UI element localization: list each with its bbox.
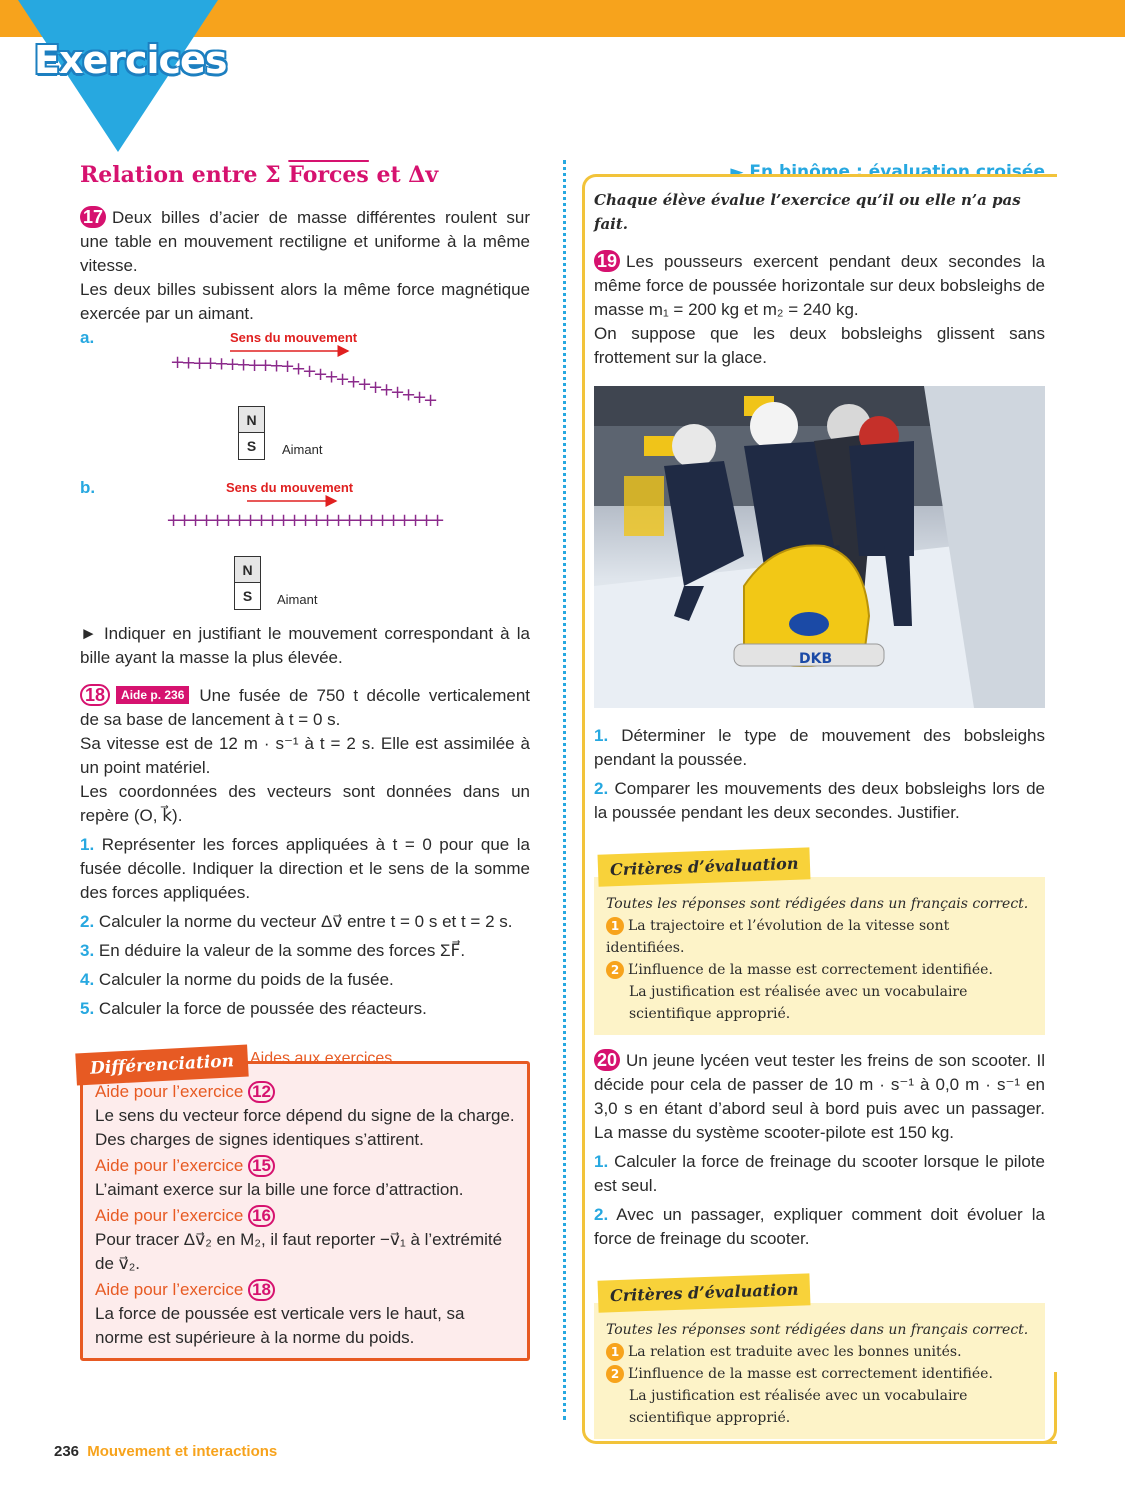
trajectory-mark: + <box>188 510 204 531</box>
trajectory-drawing <box>80 326 530 626</box>
page-footer <box>54 1440 277 1464</box>
criteria-item-cont: La justification est réalisée avec un vocabulaire scientifique approprié. <box>629 1388 968 1426</box>
aid-body: La force de poussée est verticale vers le haut, sa norme est supérieure à la norme du poids. <box>95 1304 465 1347</box>
binome-subtitle: Chaque élève évalue l’exercice qu’il ou elle n’a pas fait. <box>594 191 1021 233</box>
criteria-box-20 <box>594 1277 1045 1439</box>
trajectory-mark: + <box>364 510 380 531</box>
trajectory-mark: + <box>397 510 413 531</box>
page-number: 236 <box>54 1443 80 1460</box>
magnet-figure <box>80 326 530 626</box>
trajectory-mark: + <box>170 352 186 373</box>
question-item: 1. Représenter les forces appliquées à t = 0 pour que la fusée décolle. Indiquer la direction et le sens de la somme des forces appliquées. <box>80 835 530 902</box>
section-title: Relation entre Σ Forces et Δv <box>80 162 439 188</box>
trajectory-mark: + <box>269 355 285 377</box>
trajectory-mark: + <box>254 510 270 531</box>
aid-body: Pour tracer Δv⃗₂ en M₂, il faut reporter −v⃗₁ à l’extrémité de v⃗₂. <box>95 1230 503 1273</box>
sled-logo-text: DKB <box>799 651 833 667</box>
trajectory-mark: + <box>331 510 347 531</box>
binome-frame-corner <box>1043 1372 1057 1444</box>
question-item: 3. En déduire la valeur de la somme des forces ΣF⃗. <box>80 941 466 960</box>
exercise-18-line: Les coordonnées des vecteurs sont données dans un repère (O, k⃗). <box>80 782 530 825</box>
left-column <box>80 160 530 1361</box>
figure-b-direction-label: Sens du mouvement <box>226 480 354 495</box>
question-item: 5. Calculer la force de poussée des réacteurs. <box>80 999 427 1018</box>
trajectory-mark: + <box>199 510 215 531</box>
magnet-a: N S <box>238 406 265 460</box>
question-item: 2. Comparer les mouvements des deux bobsleighs lors de la poussée pendant les deux secondes. Justifier. <box>594 779 1045 822</box>
trajectory-mark: + <box>353 510 369 531</box>
bobsleigh-illustration <box>594 386 1045 708</box>
exercise-number: 17 <box>80 206 106 228</box>
trajectory-mark: + <box>419 510 435 531</box>
trajectory-mark: + <box>430 510 446 531</box>
exercise-20: 20 Un jeune lycéen veut tester les freins de son scooter. Il décide pour cela de passer de 10 m · s⁻¹ à 0,0 m · s⁻¹ en 3,0 s en étant d’abord seul à bord puis avec un passager. La masse du système scooter-pilote est 150 kg. <box>594 1050 1045 1142</box>
trajectory-mark: + <box>375 510 391 531</box>
trajectory-mark: + <box>247 354 263 376</box>
trajectory-mark: + <box>214 353 230 375</box>
question-item: 4. Calculer la norme du poids de la fusée. <box>80 970 394 989</box>
column-divider <box>563 160 566 1420</box>
binome-heading: ► En binôme : évaluation croisée <box>730 162 1045 182</box>
differentiation-subtitle: Aides aux exercices <box>250 1050 393 1067</box>
aid-body: L’aimant exerce sur la bille une force d’attraction. <box>95 1180 464 1199</box>
aid-body: Le sens du vecteur force dépend du signe de la charge. Des charges de signes identiques s’attirent. <box>95 1106 515 1149</box>
trajectory-mark: + <box>320 510 336 531</box>
criteria-item: 1 La relation est traduite avec les bonnes unités. <box>606 1341 1029 1363</box>
figure-b-label: b. <box>80 478 96 497</box>
question-item: 1. Calculer la force de freinage du scooter lorsque le pilote est seul. <box>594 1152 1045 1195</box>
differentiation-tag: Différenciation <box>75 1045 248 1086</box>
trajectory-mark: + <box>386 510 402 531</box>
question-item: 1. Déterminer le type de mouvement des bobsleighs pendant la poussée. <box>594 726 1045 769</box>
question-item: 2. Calculer la norme du vecteur Δv⃗ entre t = 0 s et t = 2 s. <box>80 912 513 931</box>
trajectory-mark: + <box>221 510 237 531</box>
trajectory-mark: + <box>313 363 329 385</box>
trajectory-mark: + <box>177 510 193 531</box>
exercise-18: 18 Aide p. 236 Une fusée de 750 t décolle verticalement de sa base de lancement à t = 0 s. <box>80 685 530 729</box>
trajectory-mark: + <box>412 387 428 409</box>
exercise-number: 19 <box>594 250 620 272</box>
trajectory-mark: + <box>291 358 307 380</box>
trajectory-mark: + <box>368 376 384 398</box>
exercise-number: 20 <box>594 1049 620 1071</box>
aide-badge[interactable]: Aide p. 236 <box>116 686 189 704</box>
exercise-number: 18 <box>80 684 110 706</box>
trajectory-mark: + <box>276 510 292 531</box>
aid-heading[interactable]: Aide pour l’exercice 16 <box>95 1204 515 1228</box>
trajectory-mark: + <box>243 510 259 531</box>
trajectory-mark: + <box>210 510 226 531</box>
trajectory-mark: + <box>357 374 373 396</box>
criteria-item: 2 L’influence de la masse est correctement identifiée. <box>606 959 1029 981</box>
trajectory-mark: + <box>401 384 417 406</box>
trajectory-mark: + <box>379 379 395 401</box>
trajectory-mark: + <box>390 382 406 403</box>
exercise-17-instruction: ► Indiquer en justifiant le mouvement correspondant à la bille ayant la masse la plus élevée. <box>80 624 530 667</box>
figure-a-label: a. <box>80 328 95 347</box>
trajectory-mark: + <box>192 352 208 374</box>
criteria-item: 1 La trajectoire et l’évolution de la vitesse sont identifiées. <box>606 918 950 956</box>
trajectory-mark: + <box>335 369 351 390</box>
trajectory-mark: + <box>265 510 281 531</box>
exercise-19: 19 Les pousseurs exercent pendant deux secondes la même force de poussée horizontale sur deux bobsleighs de masse m₁ = 200 kg et m₂ = 240 kg. <box>594 251 1045 319</box>
magnet-b: N S <box>234 556 261 610</box>
trajectory-mark: + <box>280 356 296 377</box>
trajectory-mark: + <box>203 353 219 375</box>
trajectory-mark: + <box>236 354 252 376</box>
criteria-tag: Critères d’évaluation <box>598 847 811 886</box>
page-title: Exercices <box>34 38 227 82</box>
bobsleigh-photo <box>594 386 1045 708</box>
trajectory-mark: + <box>342 510 358 531</box>
trajectory-mark: + <box>298 510 314 531</box>
trajectory-mark: + <box>309 510 325 531</box>
exercise-17-text2: Les deux billes subissent alors la même force magnétique exercée par un aimant. <box>80 280 530 323</box>
criteria-item-cont: La justification est réalisée avec un vocabulaire scientifique approprié. <box>629 984 968 1022</box>
exercise-18-line: Sa vitesse est de 12 m · s⁻¹ à t = 2 s. Elle est assimilée à un point matériel. <box>80 734 530 777</box>
trajectory-mark: + <box>346 371 362 393</box>
trajectory-mark: + <box>408 510 424 531</box>
trajectory-mark: + <box>225 354 241 375</box>
aid-heading[interactable]: Aide pour l’exercice 18 <box>95 1278 515 1302</box>
criteria-intro: Toutes les réponses sont rédigées dans un français correct. <box>606 896 1029 912</box>
trajectory-mark: + <box>258 355 274 377</box>
trajectory-mark: + <box>181 352 197 374</box>
criteria-item: 2 L’influence de la masse est correctement identifiée. <box>606 1363 1029 1385</box>
figure-a-direction-label: Sens du mouvement <box>230 330 358 345</box>
trajectory-mark: + <box>232 510 248 531</box>
criteria-tag: Critères d’évaluation <box>598 1273 811 1312</box>
trajectory-mark: + <box>302 361 318 383</box>
aid-heading[interactable]: Aide pour l’exercice 12 <box>95 1080 515 1104</box>
exercise-17: 17 Deux billes d’acier de masse différentes roulent sur une table en mouvement rectiligne et uniforme à la même vitesse. <box>80 207 530 275</box>
criteria-intro: Toutes les réponses sont rédigées dans un français correct. <box>606 1322 1029 1338</box>
trajectory-mark: + <box>423 389 439 411</box>
question-item: 2. Avec un passager, expliquer comment doit évoluer la force de freinage du scooter. <box>594 1205 1045 1248</box>
trajectory-b <box>166 510 445 531</box>
exercise-19-text2: On suppose que les deux bobsleighs glissent sans frottement sur la glace. <box>594 324 1045 367</box>
criteria-box-19 <box>594 851 1045 1035</box>
trajectory-a <box>170 352 438 411</box>
right-column <box>594 160 1045 1439</box>
chapter-title: Mouvement et interactions <box>87 1443 278 1460</box>
aid-heading[interactable]: Aide pour l’exercice 15 <box>95 1154 515 1178</box>
magnet-b-label: Aimant <box>277 592 318 607</box>
differentiation-box <box>80 1050 530 1361</box>
trajectory-mark: + <box>324 366 340 388</box>
trajectory-mark: + <box>287 510 303 531</box>
trajectory-mark: + <box>166 510 182 531</box>
magnet-a-label: Aimant <box>282 442 323 457</box>
